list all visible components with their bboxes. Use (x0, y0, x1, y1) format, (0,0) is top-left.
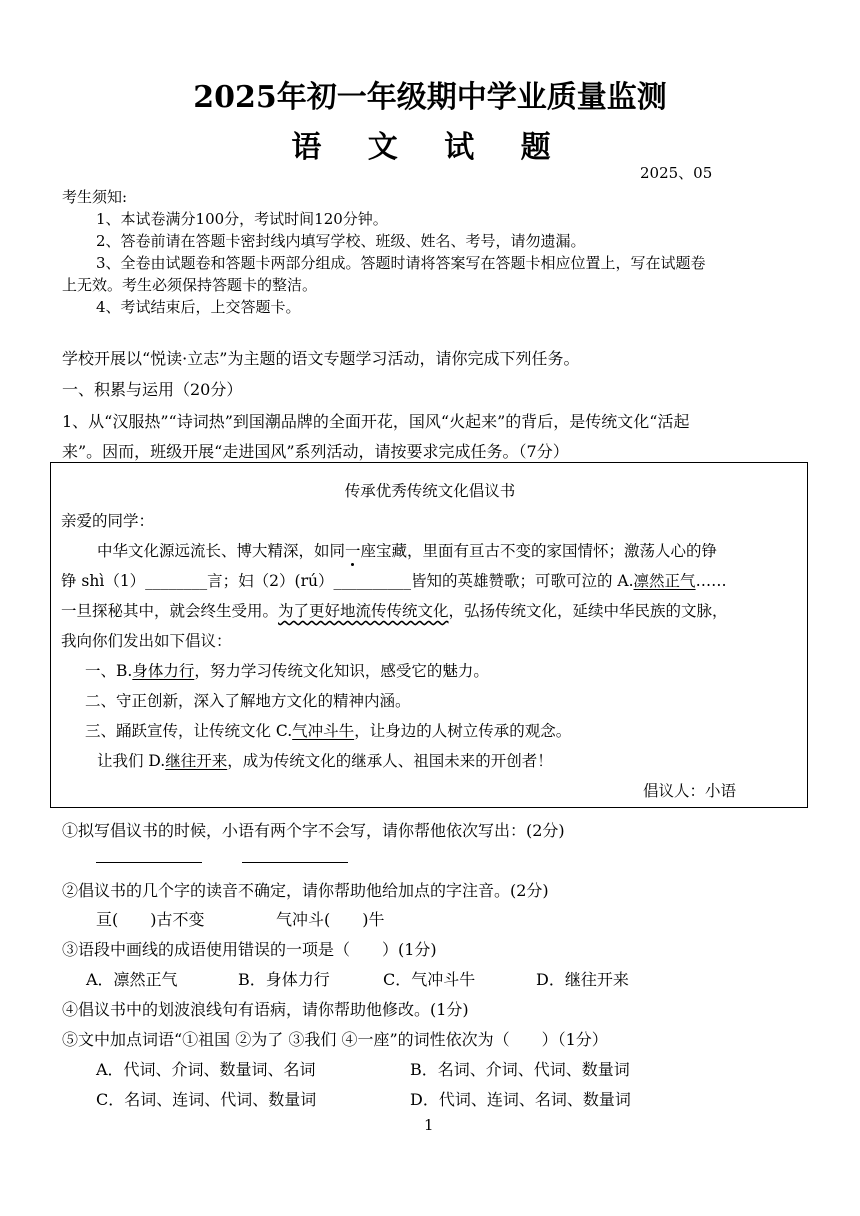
subquestion-1: ①拟写倡议书的时候，小语有两个字不会写，请你帮他依次写出：(2分) (62, 821, 565, 840)
subquestion-5: ⑤文中加点词语“①祖国 ②为了 ③我们 ④一座”的词性依次为（ ）（1分） (62, 1030, 608, 1049)
option-5a: A．代词、介词、数量词、名词 (96, 1060, 316, 1079)
subquestion-2: ②倡议书的几个字的读音不确定，请你帮助他给加点的字注音。(2分) (62, 881, 549, 900)
proposal-paragraph-line-2: 铮 shì（1）________言；妇（2）(rú）__________皆知的英雄赞歌；可歌可泣的 A.凛然正气…… (61, 572, 727, 590)
notice-item-3-cont: 上无效。考生必须保持答题卡的整洁。 (62, 276, 318, 294)
notice-item-4: 4、考试结束后，上交答题卡。 (96, 298, 301, 316)
activity-intro: 学校开展以“悦读·立志”为主题的语文专题学习活动，请你完成下列任务。 (62, 349, 580, 368)
pinyin-word-2: 气冲斗( )牛 (276, 910, 385, 929)
proposal-signature: 倡议人：小语 (643, 782, 737, 800)
answer-blank-1[interactable] (96, 862, 202, 863)
exam-subtitle: 语 文 试 题 (291, 130, 569, 165)
option-3d: D．继往开来 (536, 970, 629, 989)
answer-blank-2[interactable] (242, 862, 348, 863)
option-3a: A．凛然正气 (86, 970, 178, 989)
proposal-box (50, 462, 808, 808)
exam-title: 2025年初一年级期中学业质量监测 (193, 80, 667, 115)
proposal-item-2: 二、守正创新，深入了解地方文化的精神内涵。 (85, 692, 411, 710)
section-1-heading: 一、积累与运用（20分） (62, 380, 243, 399)
proposal-closing: 让我们 D.继往开来，成为传统文化的继承人、祖国未来的开创者！ (97, 752, 553, 770)
proposal-title: 传承优秀传统文化倡议书 (344, 482, 516, 500)
notice-item-2: 2、答卷前请在答题卡密封线内填写学校、班级、姓名、考号，请勿遗漏。 (96, 232, 586, 250)
notice-item-1: 1、本试卷满分100分，考试时间120分钟。 (96, 210, 388, 228)
proposal-paragraph-line-4: 我向你们发出如下倡议： (61, 632, 232, 650)
option-5d: D．代词、连词、名词、数量词 (410, 1090, 631, 1109)
proposal-item-1: 一、B.身体力行，努力学习传统文化知识，感受它的魅力。 (85, 662, 489, 680)
subquestion-4: ④倡议书中的划波浪线句有语病，请你帮助他修改。(1分) (62, 1000, 469, 1019)
question-1-line-2: 来”。因而，班级开展“走进国风”系列活动，请按要求完成任务。（7分） (62, 442, 569, 461)
notice-item-3: 3、全卷由试题卷和答题卡两部分组成。答题时请将答案写在答题卡相应位置上，写在试题卷 (96, 254, 706, 272)
option-5b: B．名词、介词、代词、数量词 (410, 1060, 630, 1079)
pinyin-word-1: 亘( )古不变 (96, 910, 205, 929)
option-3b: B．身体力行 (238, 970, 330, 989)
notice-heading: 考生须知: (62, 188, 128, 206)
option-5c: C．名词、连词、代词、数量词 (96, 1090, 317, 1109)
page-number: 1 (424, 1116, 434, 1134)
proposal-item-3: 三、踊跃宣传，让传统文化 C.气冲斗牛，让身边的人树立传承的观念。 (85, 722, 572, 740)
proposal-greeting: 亲爱的同学： (61, 512, 155, 530)
proposal-paragraph-line-3: 一旦探秘其中，就会终生受用。为了更好地流传传统文化，弘扬传统文化，延续中华民族的文脉， (61, 602, 728, 620)
subquestion-3: ③语段中画线的成语使用错误的一项是（ ）(1分) (62, 940, 437, 959)
option-3c: C．气冲斗牛 (383, 970, 476, 989)
question-1-line-1: 1、从“汉服热”“诗词热”到国潮品牌的全面开花，国风“火起来”的背后，是传统文化“活起 (62, 412, 690, 431)
exam-date: 2025、05 (640, 164, 713, 182)
proposal-paragraph-line-1: 中华文化源远流长、博大精深，如同一座宝藏，里面有亘古不变的家国情怀；激荡人心的铮 (97, 542, 718, 560)
